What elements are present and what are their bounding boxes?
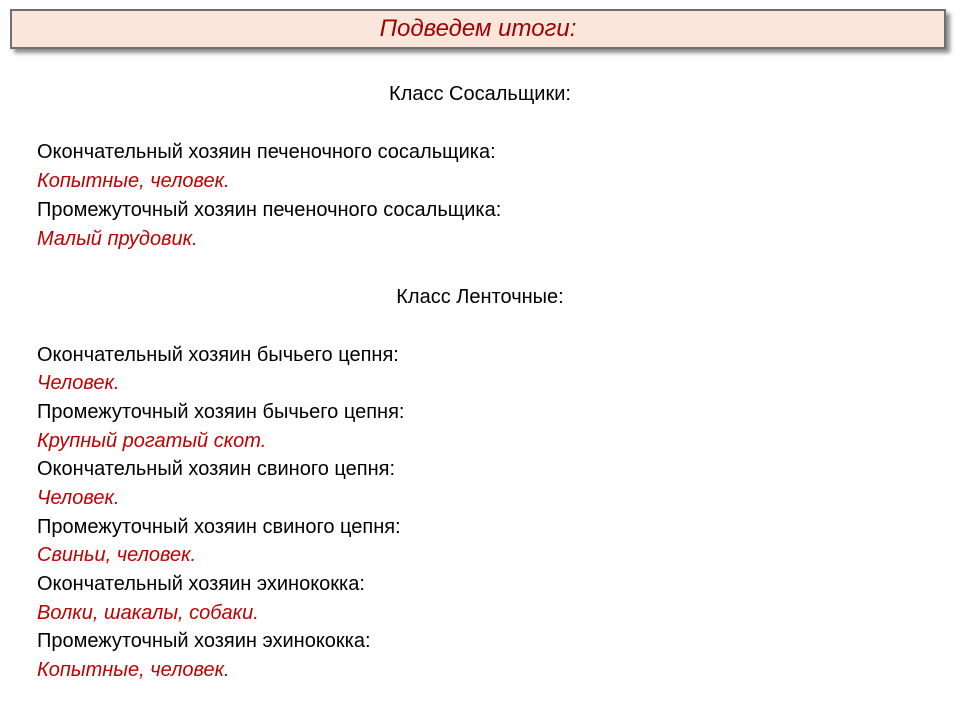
question-line: Промежуточный хозяин бычьего цепня: <box>37 401 405 423</box>
question-line: Окончательный хозяин эхинококка: <box>37 573 365 595</box>
question-line: Окончательный хозяин печеночного сосальщика: <box>37 141 496 163</box>
slide-title: Подведем итоги: <box>379 15 577 42</box>
answer-line: Копытные, человек. <box>37 659 230 681</box>
answer-line: Свиньи, человек. <box>37 544 197 566</box>
answer-line: Крупный рогатый скот. <box>37 430 267 452</box>
question-line: Промежуточный хозяин эхинококка: <box>37 630 371 652</box>
section-heading-cestodes: Класс Ленточные: <box>396 286 564 308</box>
answer-line: Малый прудовик. <box>37 228 198 250</box>
section-heading-trematodes: Класс Сосальщики: <box>389 83 571 105</box>
answer-line: Человек. <box>37 487 120 509</box>
question-line: Промежуточный хозяин свиного цепня: <box>37 516 401 538</box>
question-line: Окончательный хозяин свиного цепня: <box>37 458 395 480</box>
question-line: Окончательный хозяин бычьего цепня: <box>37 344 399 366</box>
title-banner <box>10 9 946 49</box>
question-line: Промежуточный хозяин печеночного сосальщика: <box>37 199 502 221</box>
answer-line: Волки, шакалы, собаки. <box>37 602 259 624</box>
answer-line: Человек. <box>37 372 120 394</box>
answer-line: Копытные, человек. <box>37 170 230 192</box>
